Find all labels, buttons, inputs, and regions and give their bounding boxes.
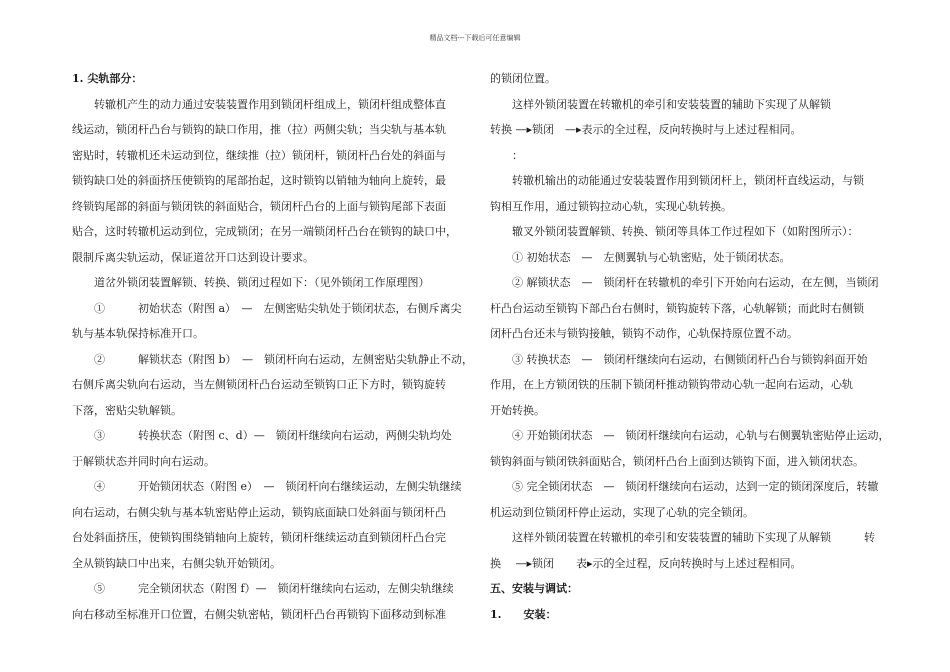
left-column (72, 66, 474, 627)
page-header: 精品文档---下载后可任意编辑 (429, 34, 521, 42)
paragraph-line: 这样外锁闭装置在转辙机的牵引和安装装置的辅助下实现了从解锁 转 (512, 531, 875, 544)
paragraph-line: 全从锁钩缺口中出来，右侧尖轨开始锁闭。 (72, 556, 281, 570)
paragraph-line: 锁钩缺口处的斜面挤压使锁钩的尾部抬起，这时锁钩以销轴为轴向上旋转，最 (72, 174, 446, 187)
paragraph-line: 向右运动，右侧尖轨与基本轨密贴停止运动，锁钩底面缺口处斜面与锁闭杆凸 (72, 505, 446, 519)
paragraph-line: 闭杆凸台还未与锁钩接触，锁钩不动作，心轨保持原位置不动。 (490, 327, 798, 340)
list-item-start-lock-state: ④ 开始锁闭状态 — 锁闭杆继续向右运动，心轨与右侧翼轨密贴停止运动， (512, 429, 890, 442)
paragraph-line: 线运动，锁闭杆凸台与锁钩的缺口作用，推（拉）两侧尖轨；当尖轨与基本轨 (72, 123, 446, 136)
paragraph-line: 杆凸台运动至锁钩下部凸台右侧时，锁钩旋转下落，心轨解锁；而此时右侧锁 (490, 301, 864, 315)
paragraph-line: 换 —▸锁闭 表▸示的全过程，反向转换时与上述过程相同。 (490, 556, 802, 570)
paragraph-line: 限制斥离尖轨运动，保证道岔开口达到设计要求。 (72, 250, 314, 264)
list-item-full-lock-state: ⑤ 完全锁闭状态 — 锁闭杆继续向右运动，达到一定的锁闭深度后，转辙 (512, 480, 879, 493)
paragraph-line: 下落，密贴尖轨解锁。 (72, 403, 182, 417)
paragraph-line: 于解锁状态并同时向右运动。 (72, 454, 215, 468)
paragraph-line: 这样外锁闭装置在转辙机的牵引和安装装置的辅助下实现了从解锁 (512, 97, 831, 111)
list-item-transition-state: ③ 转换状态（附图 c、d）— 锁闭杆继续向右运动，两侧尖轨均处 (94, 429, 452, 442)
paragraph-line: 轨与基本轨保持标准开口。 (72, 327, 204, 340)
paragraph-line: 转辙机产生的动力通过安装装置作用到锁闭杆组成上，锁闭杆组成整体直 (94, 97, 446, 111)
list-item-initial-state: ① 初始状态（附图 a） — 左侧密贴尖轨处于锁闭状态，右侧斥离尖 (94, 301, 462, 315)
list-item-transition-state: ③ 转换状态 — 锁闭杆继续向右运动，右侧锁闭杆凸台与锁钩斜面开始 (512, 352, 868, 366)
paragraph-line: 开始转换。 (490, 403, 545, 417)
right-column (490, 66, 890, 627)
paragraph-line: 钩相互作用，通过锁钩拉动心轨，实现心轨转换。 (490, 199, 732, 213)
list-item-unlock-state: ② 解锁状态 — 锁闭杆在转辙机的牵引下开始向右运动，在左侧，当锁闭 (512, 276, 879, 289)
paragraph-line: 机运动到位锁闭杆停止运动，实现了心轨的完全锁闭。 (490, 505, 754, 519)
paragraph-line: 右侧斥离尖轨向右运动，当左侧锁闭杆凸台运动至锁钩口正下方时，锁钩旋转 (72, 378, 446, 391)
list-item-full-lock-state: ⑤ 完全锁闭状态（附图 f）— 锁闭杆继续向右运动，左侧尖轨继续 (94, 582, 454, 595)
paragraph-line: 转换 —▸锁闭 —▸表示的全过程，反向转换时与上述过程相同。 (490, 123, 802, 136)
section-heading-installation: 五、安装与调试： (490, 582, 578, 595)
section-heading-switch-rail: 1. 尖轨部分： (72, 72, 143, 85)
paragraph-line: 贴合，这时转辙机运动到位，完成锁闭；在另一端锁闭杆凸台在锁钩的缺口中， (72, 225, 457, 238)
list-item-initial-state: ① 初始状态 — 左侧翼轨与心轨密贴，处于锁闭状态。 (512, 250, 791, 264)
paragraph-line: 辙叉外锁闭装置解锁、转换、锁闭等具体工作过程如下（如附图所示）： (512, 225, 859, 238)
list-item-start-lock-state: ④ 开始锁闭状态（附图 e） — 锁闭杆向右继续运动，左侧尖轨继续 (94, 480, 462, 493)
paragraph-line: ： (512, 148, 523, 162)
paragraph-line: 终锁钩尾部的斜面与锁闭铁的斜面贴合，锁闭杆凸台的上面与锁钩尾部下表面 (72, 199, 446, 213)
paragraph-line: 密贴时，转辙机还未运动到位，继续推（拉）锁闭杆，锁闭杆凸台处的斜面与 (72, 148, 446, 162)
subsection-heading-install: 1. 安装： (490, 607, 557, 621)
paragraph-line: 转辙机输出的动能通过安装装置作用到锁闭杆上，锁闭杆直线运动，与锁 (512, 174, 864, 187)
paragraph-line: 锁钩斜面与锁闭铁斜面贴合，锁闭杆凸台上面到达锁钩下面，进入锁闭状态。 (490, 454, 864, 468)
paragraph-line: 的锁闭位置。 (490, 72, 556, 85)
list-item-unlock-state: ② 解锁状态（附图 b） — 锁闭杆向右运动，左侧密贴尖轨静止不动， (94, 352, 474, 366)
paragraph-line: 作用，在上方锁闭铁的压制下锁闭杆推动锁钩带动心轨一起向右运动，心轨 (490, 378, 853, 391)
paragraph-line: 台处斜面挤压，使锁钩围绕销轴向上旋转，锁闭杆继续运动直到锁闭杆凸台完 (72, 531, 446, 544)
paragraph-line: 向右移动至标准开口位置，右侧尖轨密帖，锁闭杆凸台再锁钩下面移动到标准 (72, 607, 446, 621)
paragraph-line: 道岔外锁闭装置解锁、转换、锁闭过程如下：（见外锁闭工作原理图） (94, 276, 430, 289)
